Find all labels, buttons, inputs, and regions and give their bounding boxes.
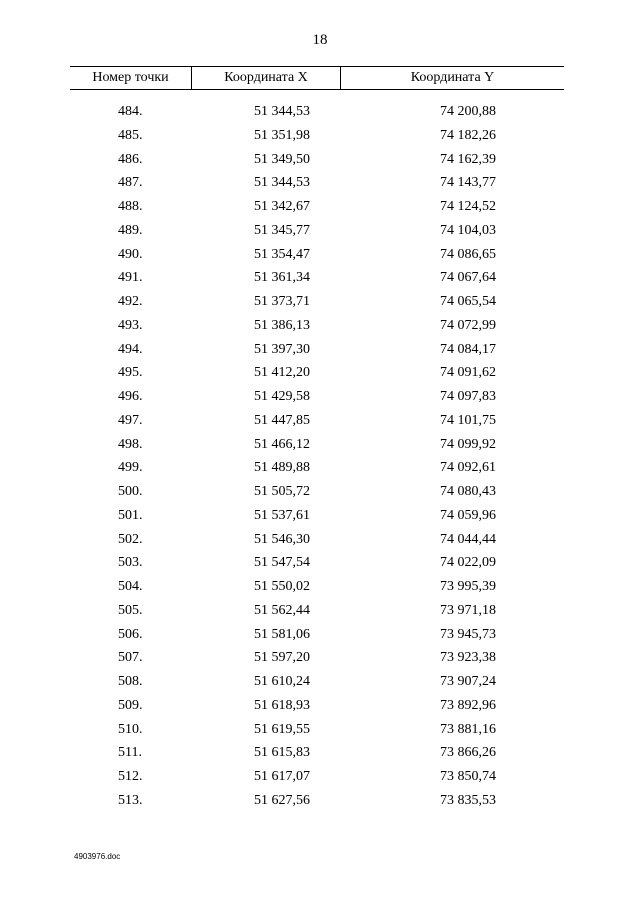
coordinate-y-cell: 74 086,65 — [440, 246, 496, 262]
coordinate-x-cell: 51 351,98 — [254, 127, 310, 143]
coordinate-x-cell: 51 397,30 — [254, 341, 310, 357]
table-row — [0, 124, 640, 148]
point-number-cell: 489. — [118, 222, 143, 238]
table-row — [0, 504, 640, 528]
coordinate-x-cell: 51 489,88 — [254, 460, 310, 476]
document-filename: 4903976.doc — [74, 852, 121, 861]
table-row — [0, 433, 640, 457]
point-number-cell: 487. — [118, 175, 143, 191]
point-number-cell: 512. — [118, 769, 143, 784]
coordinate-y-cell: 74 065,54 — [440, 294, 496, 309]
coordinate-y-cell: 74 200,88 — [440, 104, 496, 119]
point-number-cell: 510. — [118, 721, 143, 737]
point-number-cell: 484. — [118, 104, 143, 119]
coordinate-x-cell: 51 354,47 — [254, 246, 310, 262]
point-number-cell: 507. — [118, 650, 143, 666]
table-row — [0, 623, 640, 647]
coordinate-x-cell: 51 537,61 — [254, 507, 310, 523]
point-number-cell: 506. — [118, 626, 143, 642]
point-number-cell: 492. — [118, 294, 143, 309]
point-number-cell: 486. — [118, 151, 143, 167]
coordinate-x-cell: 51 505,72 — [254, 484, 310, 499]
header-coordinate-y: Координата Y — [410, 70, 495, 85]
header-point-number: Номер точки — [70, 67, 192, 89]
table-row — [0, 741, 640, 765]
coordinate-y-cell: 74 101,75 — [440, 412, 496, 428]
point-number-cell: 513. — [118, 792, 143, 808]
coordinate-x-cell: 51 546,30 — [254, 531, 310, 547]
point-number-cell: 485. — [118, 127, 143, 143]
table-row — [0, 385, 640, 409]
table-row — [0, 765, 640, 789]
coordinate-y-cell: 74 162,39 — [440, 151, 496, 167]
coordinate-x-cell: 51 627,56 — [254, 792, 310, 808]
point-number-cell: 488. — [118, 199, 143, 214]
coordinate-y-cell: 73 892,96 — [440, 697, 496, 713]
table-row — [0, 338, 640, 362]
coordinate-y-cell: 73 907,24 — [440, 674, 496, 689]
table-row — [0, 575, 640, 599]
coordinate-y-cell: 73 971,18 — [440, 602, 496, 618]
point-number-cell: 500. — [118, 484, 143, 499]
table-row — [0, 480, 640, 504]
point-number-cell: 498. — [118, 436, 143, 452]
table-row — [0, 100, 640, 124]
coordinate-x-cell: 51 344,53 — [254, 104, 310, 119]
coordinate-x-cell: 51 429,58 — [254, 389, 310, 404]
table-row — [0, 551, 640, 575]
table-row — [0, 409, 640, 433]
coordinate-y-cell: 74 044,44 — [440, 531, 496, 547]
coordinate-x-cell: 51 373,71 — [254, 294, 310, 309]
table-row — [0, 195, 640, 219]
coordinate-y-cell: 74 072,99 — [440, 317, 496, 333]
point-number-cell: 497. — [118, 412, 143, 428]
coordinate-x-cell: 51 618,93 — [254, 697, 310, 713]
point-number-cell: 502. — [118, 531, 143, 547]
table-row — [0, 670, 640, 694]
coordinate-x-cell: 51 562,44 — [254, 602, 310, 618]
point-number-cell: 494. — [118, 341, 143, 357]
coordinate-y-cell: 74 099,92 — [440, 436, 496, 452]
coordinate-y-cell: 74 084,17 — [440, 341, 496, 357]
coordinate-x-cell: 51 619,55 — [254, 721, 310, 737]
coordinate-y-cell: 74 124,52 — [440, 199, 496, 214]
coordinate-y-cell: 73 923,38 — [440, 650, 496, 666]
table-row — [0, 171, 640, 195]
table-row — [0, 243, 640, 267]
table-row — [0, 290, 640, 314]
coordinate-y-cell: 73 835,53 — [440, 792, 496, 808]
point-number-cell: 501. — [118, 507, 143, 523]
coordinate-x-cell: 51 581,06 — [254, 626, 310, 642]
coordinate-y-cell: 74 022,09 — [440, 555, 496, 571]
coordinate-y-cell: 74 097,83 — [440, 389, 496, 404]
table-row — [0, 789, 640, 813]
coordinate-x-cell: 51 349,50 — [254, 151, 310, 167]
table-row — [0, 314, 640, 338]
coordinate-x-cell: 51 344,53 — [254, 175, 310, 191]
coordinate-y-cell: 74 059,96 — [440, 507, 496, 523]
table-row — [0, 456, 640, 480]
table-row — [0, 694, 640, 718]
table-body — [0, 100, 640, 813]
point-number-cell: 511. — [118, 745, 142, 761]
coordinate-x-cell: 51 610,24 — [254, 674, 310, 689]
table-row — [0, 718, 640, 742]
table-row — [0, 219, 640, 243]
table-row — [0, 148, 640, 172]
coordinate-y-cell: 73 881,16 — [440, 721, 496, 737]
coordinate-y-cell: 74 092,61 — [440, 460, 496, 476]
point-number-cell: 505. — [118, 602, 143, 618]
coordinate-y-cell: 74 143,77 — [440, 175, 496, 191]
coordinate-x-cell: 51 597,20 — [254, 650, 310, 666]
coordinate-y-cell: 74 104,03 — [440, 222, 496, 238]
point-number-cell: 509. — [118, 697, 143, 713]
coordinate-x-cell: 51 345,77 — [254, 222, 310, 238]
coordinate-x-cell: 51 386,13 — [254, 317, 310, 333]
coordinate-y-cell: 73 995,39 — [440, 579, 496, 594]
point-number-cell: 495. — [118, 365, 143, 381]
table-row — [0, 599, 640, 623]
point-number-cell: 496. — [118, 389, 143, 404]
coordinate-x-cell: 51 466,12 — [254, 436, 310, 452]
coordinate-x-cell: 51 447,85 — [254, 412, 310, 428]
table-row — [0, 528, 640, 552]
coordinate-y-cell: 73 945,73 — [440, 626, 496, 642]
page-number: 18 — [312, 32, 328, 48]
point-number-cell: 493. — [118, 317, 143, 333]
point-number-cell: 508. — [118, 674, 143, 689]
coordinate-y-cell: 74 080,43 — [440, 484, 496, 499]
coordinate-x-cell: 51 342,67 — [254, 199, 310, 214]
coordinate-y-cell: 74 091,62 — [440, 365, 496, 381]
coordinate-x-cell: 51 617,07 — [254, 769, 310, 784]
table-row — [0, 361, 640, 385]
coordinate-y-cell: 74 067,64 — [440, 270, 496, 286]
table-row — [0, 646, 640, 670]
coordinate-x-cell: 51 547,54 — [254, 555, 310, 571]
coordinate-x-cell: 51 361,34 — [254, 270, 310, 286]
table-header — [70, 66, 564, 90]
coordinate-x-cell: 51 412,20 — [254, 365, 310, 381]
coordinate-y-cell: 73 866,26 — [440, 745, 496, 761]
point-number-cell: 499. — [118, 460, 143, 476]
point-number-cell: 504. — [118, 579, 143, 594]
point-number-cell: 503. — [118, 555, 143, 571]
point-number-cell: 490. — [118, 246, 143, 262]
point-number-cell: 491. — [118, 270, 143, 286]
table-row — [0, 266, 640, 290]
coordinate-x-cell: 51 615,83 — [254, 745, 310, 761]
coordinate-x-cell: 51 550,02 — [254, 579, 310, 594]
header-coordinate-x: Координата X — [192, 67, 341, 89]
coordinate-y-cell: 74 182,26 — [440, 127, 496, 143]
coordinate-y-cell: 73 850,74 — [440, 769, 496, 784]
